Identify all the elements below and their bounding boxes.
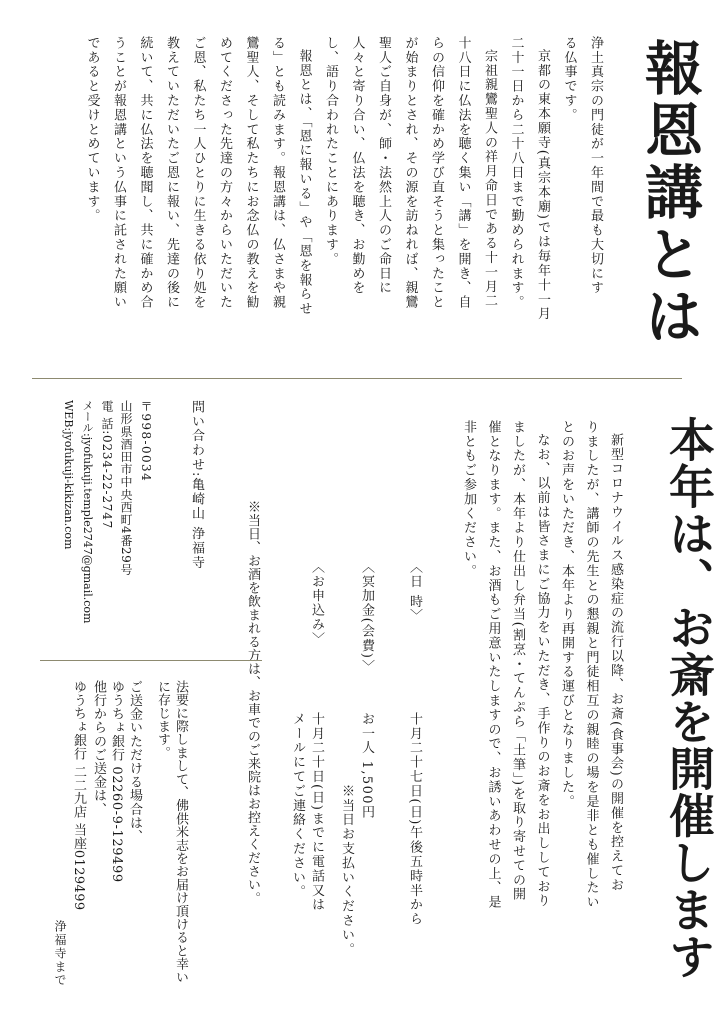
paragraph-line: であると受けとめています。	[84, 36, 100, 224]
paragraph-line: し、語り合われたことにあります。	[323, 36, 338, 267]
paragraph-line: 十八日に仏法を聴く集い「講」を開き、自	[455, 36, 471, 310]
paragraph-line: 聖人ご自身が、師・法然上人のご命日に	[376, 36, 391, 296]
offering-line3: ご送金いただける場合は、	[127, 680, 142, 844]
paragraph-line: 二十一日から二十八日まで勤められます。	[508, 36, 524, 310]
paragraph-line: 教えていただいたご恩に報い、先達の後に	[164, 36, 179, 310]
offering-line2: に存じます。	[155, 680, 170, 760]
contact-phone: 電 話:0234-22-2747	[100, 400, 114, 530]
paragraph-line: 報恩とは、「恩に報いる」や「恩を報らせ	[296, 49, 312, 317]
apply-label: 〈お申込み〉	[309, 560, 324, 647]
paragraph-line: 新型コロナウイルス感染症の流行以降、お斎(食事会)の開催を控えてお	[608, 433, 623, 893]
offering-line4: ゆうちょ銀行 02260-9-129499	[109, 680, 124, 883]
paragraph-line: ご恩、私たち一人ひとりに生きる依り処を	[190, 36, 206, 310]
paragraph-line: 非ともご参加ください。	[461, 420, 476, 579]
date-value: 十月二十七日(日)午後五時半から	[407, 712, 422, 927]
contact-postal: 〒998-0034	[139, 400, 153, 483]
section2-paragraph	[448, 420, 624, 1000]
paragraph-line: が始まりとされ、その源を訪ねれば、親鸞	[402, 36, 418, 310]
paragraph-line: 鸞聖人、そして私たちにお念仏の教えを勧	[243, 36, 259, 310]
paragraph-line: 人々と寄り合い、仏法を聴き、お勤めを	[349, 36, 365, 296]
paragraph-line: 京都の東本願寺(真宗本廟)では毎年十一月	[535, 49, 550, 322]
divider-top	[32, 378, 682, 379]
offering-line5: 他行からのご送金は、	[91, 680, 106, 816]
apply-value-line2: メールにてご連絡ください。	[290, 712, 305, 900]
paragraph-line: うことが報恩講という仏事に託された願い	[111, 36, 126, 310]
offering-line1: 法要に際しまして、佛供米志をお届け頂けると幸い	[173, 680, 188, 984]
paragraph-line: とのお声をいただき、本年より再開する運びとなりました。	[559, 420, 574, 809]
section1-title: 報恩講とは	[635, 38, 703, 348]
apply-value-line1: 十月二十日(日)までに電話又は	[309, 712, 324, 913]
fee-note: ※当日お支払いください。	[339, 784, 354, 957]
alcohol-note: ※当日、お酒を飲まれる方は、お車でのご来院はお控えください。	[245, 500, 260, 905]
offering-line6: ゆうちょ銀行 二二九店 当座0129499	[71, 680, 86, 911]
paragraph-line: る」とも読みます。報恩講は、仏さまや親	[270, 36, 285, 310]
contact-email: メール:jyofukuji.temple2747@gmail.com	[81, 400, 94, 624]
contact-address: 山形県酒田市中央西町4番29号	[119, 400, 133, 576]
date-label: 〈日 時〉	[407, 560, 422, 624]
paragraph-line: らの信仰を確かめ学び直そうと集ったこと	[429, 36, 444, 310]
fee-label: 〈冥加金(会費)〉	[359, 560, 374, 674]
paragraph-line: 催となります。また、お酒もご用意いたしますので、お誘いあわせの上、是	[485, 420, 501, 910]
fee-value: お一人 1,500円	[359, 712, 374, 820]
paragraph-line: りましたが、講師の先生との懇親と門徒相互の親睦の場を是非とも催したい	[583, 420, 599, 910]
contact-web: WEB:jyofukuji-kikizan.com	[62, 400, 75, 550]
section2-title: 本年は、お斎を開催します	[662, 416, 716, 980]
section1-body	[58, 36, 602, 346]
paragraph-line: なお、以前は皆さまにご協力をいただき、手作りのお斎をお出ししており	[534, 433, 550, 909]
offering-line7: 浄福寺まで	[53, 920, 67, 987]
paragraph-line: 続いて、共に仏法を聴聞し、共に確かめ合	[137, 36, 153, 310]
paragraph-line: 宗祖親鸞聖人の祥月命日である十一月二	[482, 49, 497, 309]
contact-heading: 問い合わせ:亀崎山 浄福寺	[189, 400, 204, 570]
divider-contact	[40, 660, 262, 661]
paragraph-line: めてくださった先達の方々からいただいた	[217, 36, 232, 310]
paragraph-line: 浄土真宗の門徒が一年間で最も大切にす	[588, 36, 603, 296]
paragraph-line: る仏事です。	[561, 36, 577, 123]
paragraph-line: ましたが、本年より仕出し弁当(割烹・てんぷら「土筆」)を取り寄せての開	[510, 420, 525, 902]
